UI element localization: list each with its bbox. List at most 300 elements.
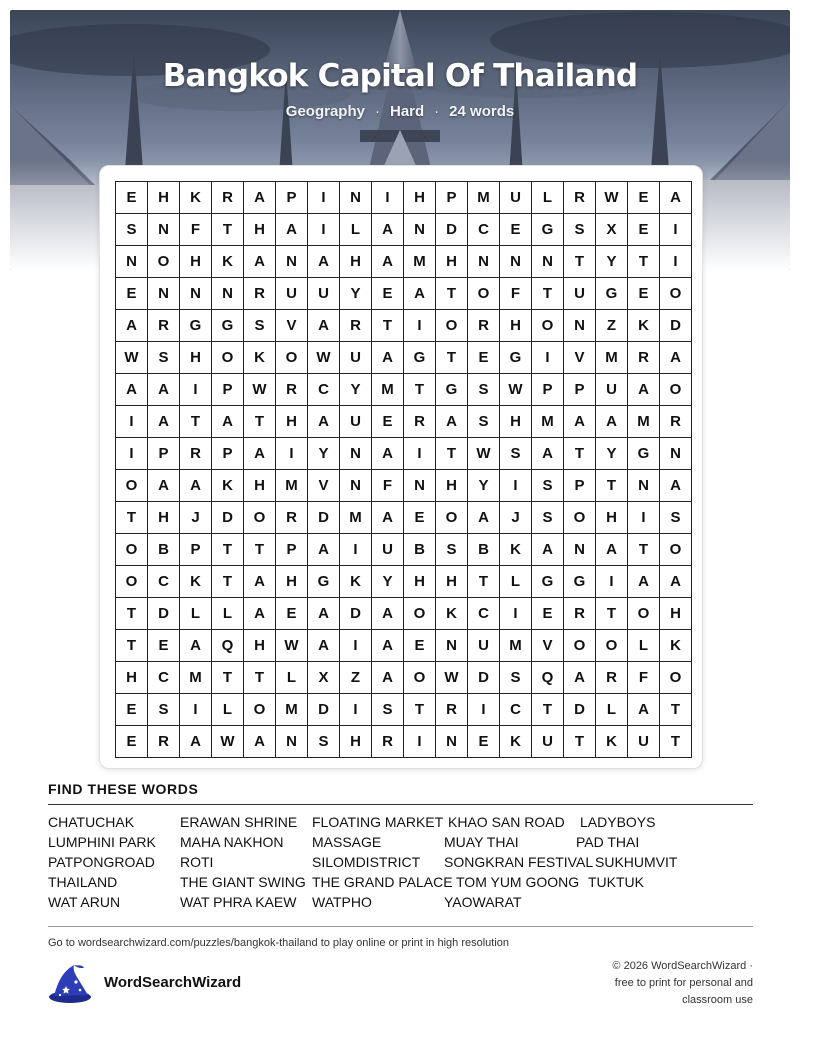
grid-cell[interactable]: M [500, 630, 532, 662]
grid-cell[interactable]: T [372, 310, 404, 342]
grid-cell[interactable]: P [276, 534, 308, 566]
grid-cell[interactable]: F [500, 278, 532, 310]
play-online-link[interactable]: Go to wordsearchwizard.com/puzzles/bangkok-thailand to play online or print in high resolution [48, 937, 510, 949]
grid-cell[interactable]: H [436, 246, 468, 278]
grid-cell[interactable]: A [308, 406, 340, 438]
grid-cell[interactable]: A [116, 374, 148, 406]
grid-cell[interactable]: N [564, 534, 596, 566]
grid-cell[interactable]: P [212, 374, 244, 406]
grid-cell[interactable]: I [116, 406, 148, 438]
grid-cell[interactable]: H [404, 182, 436, 214]
grid-cell[interactable]: U [564, 278, 596, 310]
grid-cell[interactable]: A [212, 406, 244, 438]
grid-cell[interactable]: B [148, 534, 180, 566]
grid-cell[interactable]: K [596, 726, 628, 758]
grid-cell[interactable]: G [596, 278, 628, 310]
grid-cell[interactable]: A [660, 182, 692, 214]
grid-cell[interactable]: Z [596, 310, 628, 342]
grid-cell[interactable]: A [244, 566, 276, 598]
grid-cell[interactable]: V [532, 630, 564, 662]
grid-cell[interactable]: T [628, 246, 660, 278]
grid-cell[interactable]: S [660, 502, 692, 534]
grid-cell[interactable]: B [468, 534, 500, 566]
grid-cell[interactable]: A [596, 406, 628, 438]
grid-cell[interactable]: E [116, 182, 148, 214]
grid-cell[interactable]: I [276, 438, 308, 470]
grid-cell[interactable]: Q [532, 662, 564, 694]
grid-cell[interactable]: H [180, 246, 212, 278]
grid-cell[interactable]: L [212, 694, 244, 726]
grid-cell[interactable]: N [500, 246, 532, 278]
grid-cell[interactable]: A [372, 662, 404, 694]
grid-cell[interactable]: H [180, 342, 212, 374]
grid-cell[interactable]: T [564, 438, 596, 470]
grid-cell[interactable]: I [340, 630, 372, 662]
grid-cell[interactable]: A [660, 342, 692, 374]
grid-cell[interactable]: K [660, 630, 692, 662]
grid-cell[interactable]: E [148, 630, 180, 662]
grid-cell[interactable]: I [308, 214, 340, 246]
grid-cell[interactable]: N [404, 214, 436, 246]
grid-cell[interactable]: A [180, 470, 212, 502]
grid-cell[interactable]: R [180, 438, 212, 470]
grid-cell[interactable]: N [404, 470, 436, 502]
grid-cell[interactable]: I [340, 534, 372, 566]
grid-cell[interactable]: O [404, 662, 436, 694]
grid-cell[interactable]: C [148, 662, 180, 694]
grid-cell[interactable]: E [628, 278, 660, 310]
grid-cell[interactable]: E [532, 598, 564, 630]
grid-cell[interactable]: P [436, 182, 468, 214]
grid-cell[interactable]: N [212, 278, 244, 310]
grid-cell[interactable]: D [148, 598, 180, 630]
grid-cell[interactable]: A [244, 246, 276, 278]
grid-cell[interactable]: S [372, 694, 404, 726]
grid-cell[interactable]: A [244, 598, 276, 630]
grid-cell[interactable]: E [500, 214, 532, 246]
grid-cell[interactable]: N [436, 726, 468, 758]
grid-cell[interactable]: T [468, 566, 500, 598]
grid-cell[interactable]: T [564, 726, 596, 758]
grid-cell[interactable]: X [308, 662, 340, 694]
grid-cell[interactable]: T [532, 278, 564, 310]
grid-cell[interactable]: N [340, 470, 372, 502]
grid-cell[interactable]: K [500, 726, 532, 758]
grid-cell[interactable]: A [308, 630, 340, 662]
grid-cell[interactable]: T [212, 214, 244, 246]
grid-cell[interactable]: U [628, 726, 660, 758]
grid-cell[interactable]: M [372, 374, 404, 406]
grid-cell[interactable]: A [532, 438, 564, 470]
grid-cell[interactable]: F [372, 470, 404, 502]
grid-cell[interactable]: A [116, 310, 148, 342]
grid-cell[interactable]: Z [340, 662, 372, 694]
grid-cell[interactable]: C [468, 598, 500, 630]
grid-cell[interactable]: N [660, 438, 692, 470]
grid-cell[interactable]: T [244, 534, 276, 566]
grid-cell[interactable]: S [308, 726, 340, 758]
grid-cell[interactable]: A [372, 246, 404, 278]
grid-cell[interactable]: A [372, 342, 404, 374]
grid-cell[interactable]: T [244, 662, 276, 694]
grid-cell[interactable]: I [660, 214, 692, 246]
grid-cell[interactable]: G [532, 214, 564, 246]
grid-cell[interactable]: S [532, 470, 564, 502]
grid-cell[interactable]: O [628, 598, 660, 630]
grid-cell[interactable]: W [468, 438, 500, 470]
grid-cell[interactable]: N [532, 246, 564, 278]
grid-cell[interactable]: A [372, 598, 404, 630]
grid-cell[interactable]: K [212, 470, 244, 502]
grid-cell[interactable]: S [436, 534, 468, 566]
grid-cell[interactable]: O [532, 310, 564, 342]
grid-cell[interactable]: R [372, 726, 404, 758]
grid-cell[interactable]: H [596, 502, 628, 534]
grid-cell[interactable]: A [628, 566, 660, 598]
grid-cell[interactable]: E [468, 726, 500, 758]
grid-cell[interactable]: S [500, 662, 532, 694]
grid-cell[interactable]: A [628, 374, 660, 406]
grid-cell[interactable]: L [628, 630, 660, 662]
grid-cell[interactable]: W [212, 726, 244, 758]
grid-cell[interactable]: O [404, 598, 436, 630]
grid-cell[interactable]: H [244, 630, 276, 662]
grid-cell[interactable]: V [308, 470, 340, 502]
grid-cell[interactable]: A [276, 214, 308, 246]
grid-cell[interactable]: E [628, 214, 660, 246]
grid-cell[interactable]: L [500, 566, 532, 598]
grid-cell[interactable]: T [116, 630, 148, 662]
grid-cell[interactable]: R [628, 342, 660, 374]
grid-cell[interactable]: S [148, 342, 180, 374]
grid-cell[interactable]: A [532, 534, 564, 566]
grid-cell[interactable]: U [532, 726, 564, 758]
grid-cell[interactable]: A [660, 566, 692, 598]
grid-cell[interactable]: T [116, 598, 148, 630]
grid-cell[interactable]: C [468, 214, 500, 246]
grid-cell[interactable]: T [180, 406, 212, 438]
grid-cell[interactable]: A [372, 214, 404, 246]
grid-cell[interactable]: E [276, 598, 308, 630]
grid-cell[interactable]: K [212, 246, 244, 278]
grid-cell[interactable]: H [148, 502, 180, 534]
grid-cell[interactable]: L [276, 662, 308, 694]
grid-cell[interactable]: I [308, 182, 340, 214]
grid-cell[interactable]: T [404, 374, 436, 406]
grid-cell[interactable]: O [596, 630, 628, 662]
grid-cell[interactable]: O [244, 502, 276, 534]
grid-cell[interactable]: T [660, 726, 692, 758]
grid-cell[interactable]: A [564, 662, 596, 694]
grid-cell[interactable]: M [404, 246, 436, 278]
grid-cell[interactable]: C [500, 694, 532, 726]
grid-cell[interactable]: C [148, 566, 180, 598]
grid-cell[interactable]: H [244, 470, 276, 502]
grid-cell[interactable]: K [628, 310, 660, 342]
grid-cell[interactable]: M [468, 182, 500, 214]
grid-cell[interactable]: O [468, 278, 500, 310]
grid-cell[interactable]: A [244, 438, 276, 470]
grid-cell[interactable]: E [404, 630, 436, 662]
grid-cell[interactable]: K [180, 566, 212, 598]
grid-cell[interactable]: O [660, 662, 692, 694]
grid-cell[interactable]: I [532, 342, 564, 374]
grid-cell[interactable]: D [564, 694, 596, 726]
grid-cell[interactable]: P [532, 374, 564, 406]
grid-cell[interactable]: I [628, 502, 660, 534]
grid-cell[interactable]: G [532, 566, 564, 598]
grid-cell[interactable]: R [148, 310, 180, 342]
grid-cell[interactable]: O [116, 534, 148, 566]
grid-cell[interactable]: A [308, 310, 340, 342]
grid-cell[interactable]: S [532, 502, 564, 534]
grid-cell[interactable]: M [340, 502, 372, 534]
grid-cell[interactable]: S [468, 406, 500, 438]
grid-cell[interactable]: R [148, 726, 180, 758]
grid-cell[interactable]: A [628, 694, 660, 726]
grid-cell[interactable]: R [436, 694, 468, 726]
grid-cell[interactable]: I [340, 694, 372, 726]
grid-cell[interactable]: O [244, 694, 276, 726]
grid-cell[interactable]: T [436, 278, 468, 310]
grid-cell[interactable]: K [500, 534, 532, 566]
grid-cell[interactable]: O [116, 470, 148, 502]
grid-cell[interactable]: A [308, 246, 340, 278]
grid-cell[interactable]: M [180, 662, 212, 694]
grid-cell[interactable]: I [180, 694, 212, 726]
grid-cell[interactable]: N [628, 470, 660, 502]
grid-cell[interactable]: U [596, 374, 628, 406]
grid-cell[interactable]: I [500, 470, 532, 502]
grid-cell[interactable]: G [308, 566, 340, 598]
grid-cell[interactable]: Y [596, 438, 628, 470]
grid-cell[interactable]: F [180, 214, 212, 246]
grid-cell[interactable]: R [276, 502, 308, 534]
grid-cell[interactable]: D [212, 502, 244, 534]
grid-cell[interactable]: W [436, 662, 468, 694]
grid-cell[interactable]: H [116, 662, 148, 694]
grid-cell[interactable]: U [340, 342, 372, 374]
grid-cell[interactable]: T [244, 406, 276, 438]
grid-cell[interactable]: T [436, 438, 468, 470]
grid-cell[interactable]: E [116, 694, 148, 726]
grid-cell[interactable]: I [404, 438, 436, 470]
grid-cell[interactable]: F [628, 662, 660, 694]
grid-cell[interactable]: A [308, 534, 340, 566]
grid-cell[interactable]: A [244, 182, 276, 214]
grid-cell[interactable]: L [596, 694, 628, 726]
grid-cell[interactable]: O [116, 566, 148, 598]
grid-cell[interactable]: D [660, 310, 692, 342]
grid-cell[interactable]: H [660, 598, 692, 630]
grid-cell[interactable]: H [436, 566, 468, 598]
grid-cell[interactable]: R [564, 182, 596, 214]
grid-cell[interactable]: W [500, 374, 532, 406]
grid-cell[interactable]: H [340, 246, 372, 278]
grid-cell[interactable]: N [116, 246, 148, 278]
grid-cell[interactable]: N [564, 310, 596, 342]
grid-cell[interactable]: Y [372, 566, 404, 598]
grid-cell[interactable]: H [436, 470, 468, 502]
grid-cell[interactable]: A [372, 502, 404, 534]
grid-cell[interactable]: B [404, 534, 436, 566]
grid-cell[interactable]: D [468, 662, 500, 694]
grid-cell[interactable]: A [404, 278, 436, 310]
grid-cell[interactable]: L [532, 182, 564, 214]
grid-cell[interactable]: I [468, 694, 500, 726]
grid-cell[interactable]: U [340, 406, 372, 438]
grid-cell[interactable]: L [212, 598, 244, 630]
grid-cell[interactable]: R [468, 310, 500, 342]
grid-cell[interactable]: E [404, 502, 436, 534]
grid-cell[interactable]: V [276, 310, 308, 342]
grid-cell[interactable]: T [212, 566, 244, 598]
grid-cell[interactable]: R [564, 598, 596, 630]
grid-cell[interactable]: N [180, 278, 212, 310]
grid-cell[interactable]: O [660, 278, 692, 310]
grid-cell[interactable]: S [116, 214, 148, 246]
grid-cell[interactable]: H [340, 726, 372, 758]
grid-cell[interactable]: N [436, 630, 468, 662]
grid-cell[interactable]: E [116, 278, 148, 310]
grid-cell[interactable]: T [212, 662, 244, 694]
grid-cell[interactable]: G [628, 438, 660, 470]
grid-cell[interactable]: H [244, 214, 276, 246]
grid-cell[interactable]: Y [468, 470, 500, 502]
grid-cell[interactable]: H [500, 310, 532, 342]
grid-cell[interactable]: T [116, 502, 148, 534]
grid-cell[interactable]: M [532, 406, 564, 438]
grid-cell[interactable]: P [180, 534, 212, 566]
grid-cell[interactable]: O [660, 374, 692, 406]
grid-cell[interactable]: D [308, 694, 340, 726]
grid-cell[interactable]: O [276, 342, 308, 374]
grid-cell[interactable]: S [148, 694, 180, 726]
grid-cell[interactable]: O [212, 342, 244, 374]
grid-cell[interactable]: K [340, 566, 372, 598]
grid-cell[interactable]: M [276, 470, 308, 502]
grid-cell[interactable]: U [308, 278, 340, 310]
grid-cell[interactable]: T [532, 694, 564, 726]
grid-cell[interactable]: E [468, 342, 500, 374]
grid-cell[interactable]: Q [212, 630, 244, 662]
grid-cell[interactable]: N [276, 726, 308, 758]
grid-cell[interactable]: S [244, 310, 276, 342]
grid-cell[interactable]: E [372, 278, 404, 310]
grid-cell[interactable]: H [148, 182, 180, 214]
grid-cell[interactable]: A [180, 630, 212, 662]
grid-cell[interactable]: M [276, 694, 308, 726]
grid-cell[interactable]: A [148, 374, 180, 406]
grid-cell[interactable]: A [372, 438, 404, 470]
grid-cell[interactable]: M [596, 342, 628, 374]
grid-cell[interactable]: A [596, 534, 628, 566]
grid-cell[interactable]: D [340, 598, 372, 630]
grid-cell[interactable]: K [436, 598, 468, 630]
grid-cell[interactable]: U [276, 278, 308, 310]
grid-cell[interactable]: P [276, 182, 308, 214]
grid-cell[interactable]: R [340, 310, 372, 342]
grid-cell[interactable]: R [404, 406, 436, 438]
grid-cell[interactable]: I [372, 182, 404, 214]
grid-cell[interactable]: T [660, 694, 692, 726]
grid-cell[interactable]: G [500, 342, 532, 374]
grid-cell[interactable]: O [564, 630, 596, 662]
grid-cell[interactable]: G [404, 342, 436, 374]
grid-cell[interactable]: P [564, 374, 596, 406]
grid-cell[interactable]: O [436, 310, 468, 342]
grid-cell[interactable]: K [244, 342, 276, 374]
grid-cell[interactable]: T [596, 598, 628, 630]
grid-cell[interactable]: H [276, 566, 308, 598]
grid-cell[interactable]: N [340, 182, 372, 214]
grid-cell[interactable]: T [212, 534, 244, 566]
grid-cell[interactable]: N [276, 246, 308, 278]
grid-cell[interactable]: Y [308, 438, 340, 470]
grid-cell[interactable]: R [244, 278, 276, 310]
grid-cell[interactable]: Y [596, 246, 628, 278]
grid-cell[interactable]: T [596, 470, 628, 502]
grid-cell[interactable]: S [564, 214, 596, 246]
grid-cell[interactable]: A [372, 630, 404, 662]
grid-cell[interactable]: G [180, 310, 212, 342]
grid-cell[interactable]: H [500, 406, 532, 438]
grid-cell[interactable]: U [500, 182, 532, 214]
grid-cell[interactable]: A [148, 470, 180, 502]
grid-cell[interactable]: R [660, 406, 692, 438]
grid-cell[interactable]: N [148, 214, 180, 246]
grid-cell[interactable]: L [180, 598, 212, 630]
grid-cell[interactable]: U [468, 630, 500, 662]
grid-cell[interactable]: N [468, 246, 500, 278]
grid-cell[interactable]: A [148, 406, 180, 438]
grid-cell[interactable]: P [148, 438, 180, 470]
grid-cell[interactable]: L [340, 214, 372, 246]
grid-cell[interactable]: A [564, 406, 596, 438]
grid-cell[interactable]: W [116, 342, 148, 374]
grid-cell[interactable]: W [244, 374, 276, 406]
grid-cell[interactable]: H [404, 566, 436, 598]
grid-cell[interactable]: Y [340, 374, 372, 406]
grid-cell[interactable]: Y [340, 278, 372, 310]
grid-cell[interactable]: S [468, 374, 500, 406]
grid-cell[interactable]: P [564, 470, 596, 502]
grid-cell[interactable]: A [180, 726, 212, 758]
grid-cell[interactable]: K [180, 182, 212, 214]
grid-cell[interactable]: U [372, 534, 404, 566]
grid-cell[interactable]: O [436, 502, 468, 534]
grid-cell[interactable]: R [596, 662, 628, 694]
grid-cell[interactable]: A [244, 726, 276, 758]
grid-cell[interactable]: I [404, 310, 436, 342]
grid-cell[interactable]: O [564, 502, 596, 534]
grid-cell[interactable]: T [436, 342, 468, 374]
grid-cell[interactable]: G [436, 374, 468, 406]
grid-cell[interactable]: T [404, 694, 436, 726]
grid-cell[interactable]: E [372, 406, 404, 438]
grid-cell[interactable]: V [564, 342, 596, 374]
grid-cell[interactable]: O [148, 246, 180, 278]
grid-cell[interactable]: I [500, 598, 532, 630]
grid-cell[interactable]: P [212, 438, 244, 470]
grid-cell[interactable]: A [308, 598, 340, 630]
grid-cell[interactable]: A [436, 406, 468, 438]
grid-cell[interactable]: I [404, 726, 436, 758]
grid-cell[interactable]: C [308, 374, 340, 406]
grid-cell[interactable]: G [212, 310, 244, 342]
grid-cell[interactable]: T [564, 246, 596, 278]
grid-cell[interactable]: N [340, 438, 372, 470]
